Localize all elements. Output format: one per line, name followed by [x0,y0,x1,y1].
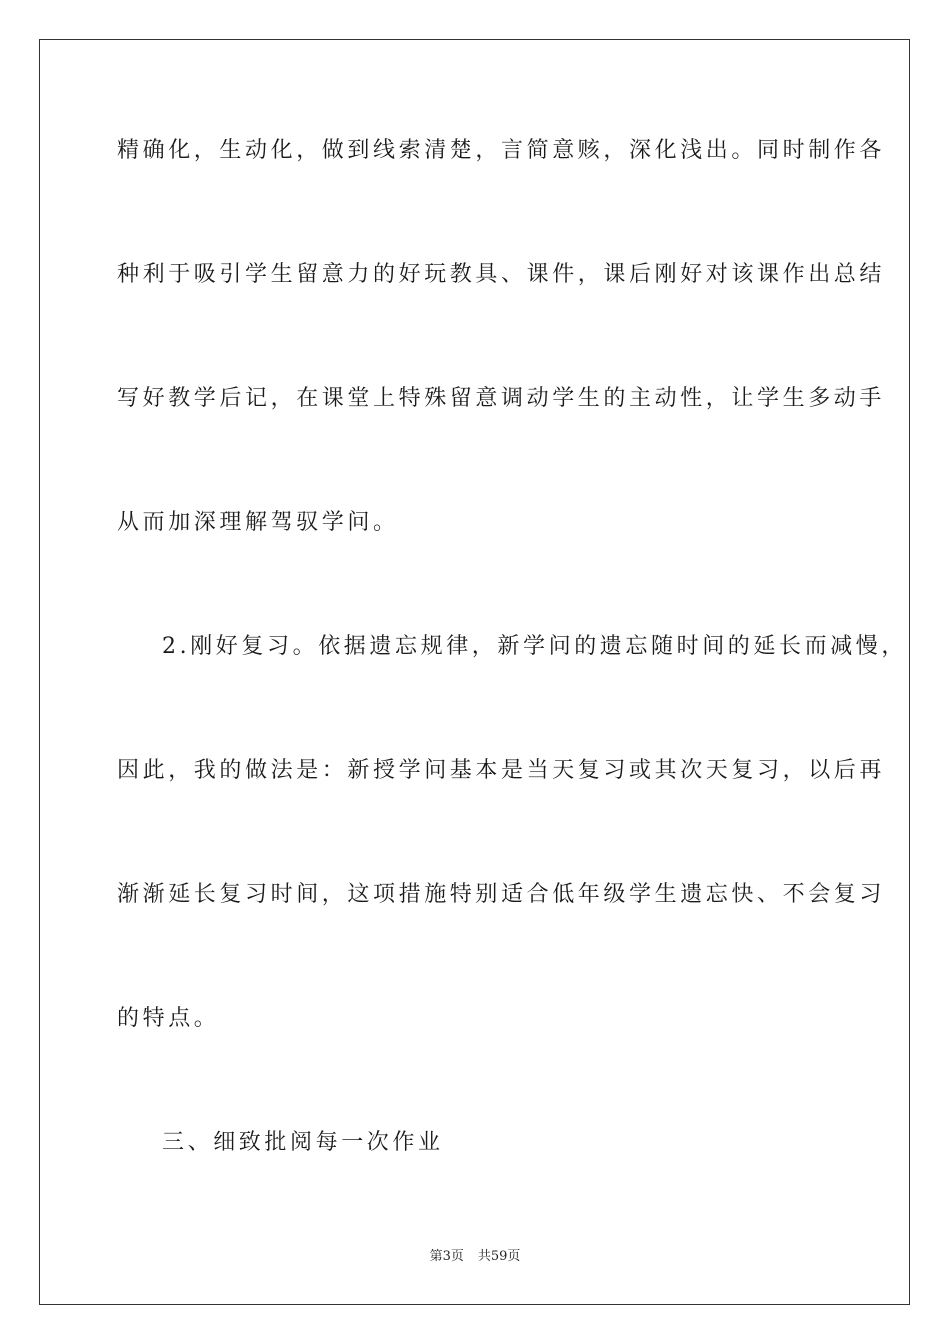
body-text-line: 种利于吸引学生留意力的好玩教具、课件，课后刚好对该课作出总结 [117,262,886,287]
section-heading: 三、细致批阅每一次作业 [162,1130,444,1155]
page-total: 共59页 [477,1249,521,1264]
page-footer [0,1248,950,1266]
page-number: 第3页 [429,1249,464,1264]
body-text-line: 从而加深理解驾驭学问。 [117,510,399,535]
body-text-line: 写好教学后记，在课堂上特殊留意调动学生的主动性，让学生多动手 [117,386,886,411]
body-text-line: 的特点。 [117,1006,220,1031]
body-text-line: 2.刚好复习。依据遗忘规律，新学问的遗忘随时间的延长而减慢， [162,634,907,659]
page-border [39,39,910,1305]
body-text-line: 因此，我的做法是：新授学问基本是当天复习或其次天复习，以后再 [117,758,886,783]
body-text-line: 精确化，生动化，做到线索清楚，言简意赅，深化浅出。同时制作各 [117,138,886,163]
body-text-line: 渐渐延长复习时间，这项措施特别适合低年级学生遗忘快、不会复习 [117,882,886,907]
